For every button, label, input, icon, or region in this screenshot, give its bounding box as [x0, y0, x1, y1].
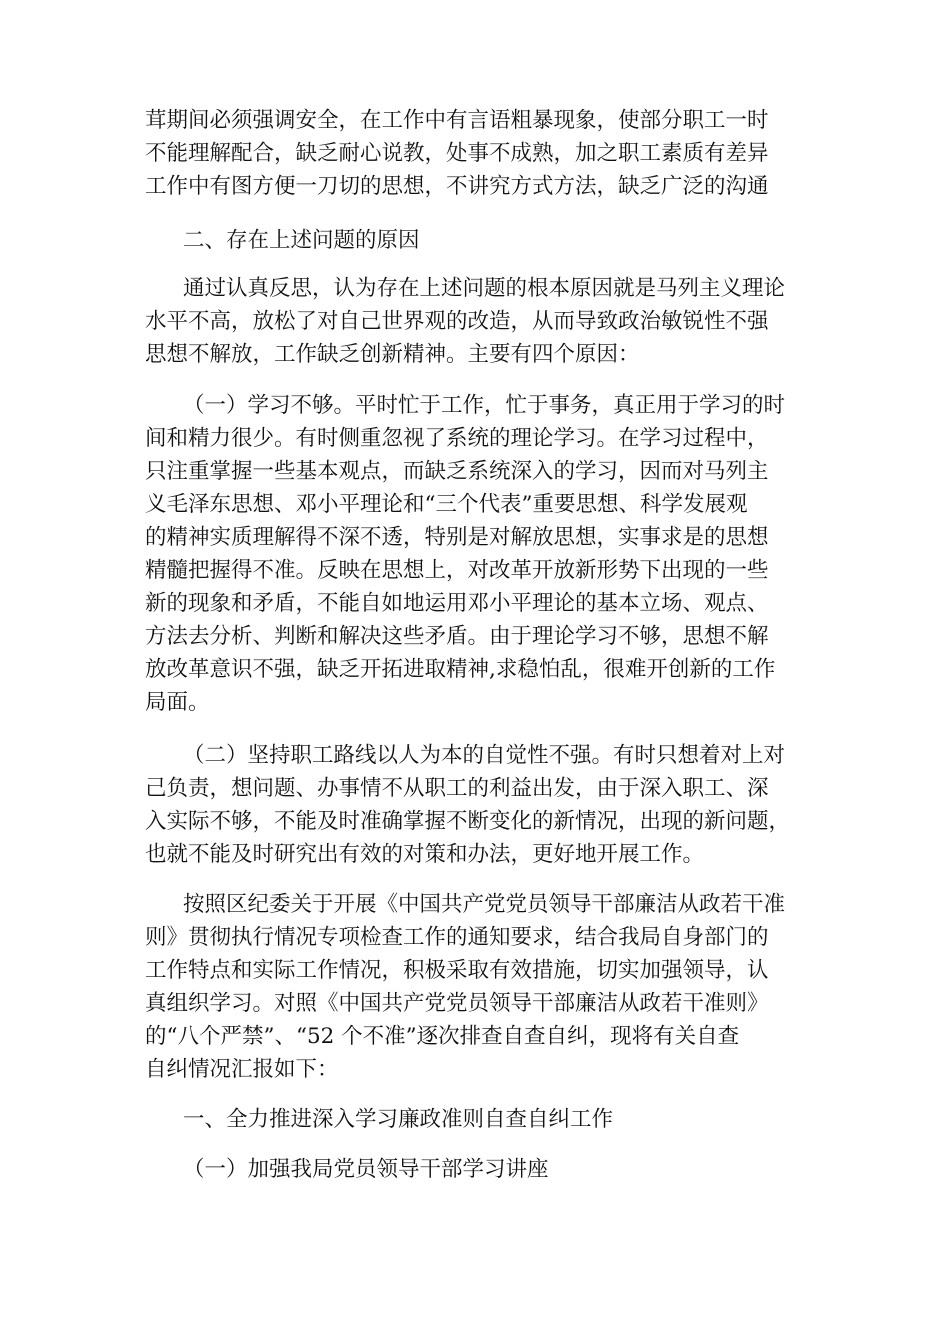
text-line: 只注重掌握一些基本观点，而缺乏系统深入的学习，因而对马列主	[145, 459, 769, 484]
paragraph-reflection	[145, 272, 810, 371]
section-heading-self-inspection	[145, 1103, 810, 1136]
section-heading-causes	[145, 224, 810, 257]
text-line: （一）学习不够。平时忙于工作，忙于事务，真正用于学习的时	[183, 393, 786, 418]
text-line: 思想不解放，工作缺乏创新精神。主要有四个原因：	[145, 342, 640, 367]
text-line: 方法去分析、判断和解决这些矛盾。由于理论学习不够，思想不解	[145, 624, 769, 649]
text-line: 的“八个严禁”、“52 个不准”逐次排查自查自纠，现将有关自查	[145, 1024, 740, 1049]
text-line: 茸期间必须强调安全，在工作中有言语粗暴现象，使部分职工一时	[145, 108, 769, 133]
text-line: 通过认真反思，认为存在上述问题的根本原因就是马列主义理论	[183, 276, 786, 301]
heading-text: （一）加强我局党员领导干部学习讲座	[183, 1157, 549, 1182]
text-line: 己负责，想问题、办事情不从职工的利益出发，由于深入职工、深	[145, 776, 769, 801]
text-line: （二）坚持职工路线以人为本的自觉性不强。有时只想着对上对	[183, 743, 786, 768]
text-line: 放改革意识不强，缺乏开拓进取精神,求稳怕乱，很难开创新的工作	[145, 657, 776, 682]
text-line: 间和精力很少。有时侧重忽视了系统的理论学习。在学习过程中，	[145, 426, 769, 451]
text-line: 的精神实质理解得不深不透，特别是对解放思想，实事求是的思想	[145, 525, 769, 550]
text-line: 按照区纪委关于开展《中国共产党党员领导干部廉洁从政若干准	[183, 892, 786, 917]
text-line: 精髓把握得不准。反映在思想上，对改革开放新形势下出现的一些	[145, 558, 769, 583]
paragraph-self-inspection-report	[145, 888, 810, 1086]
text-line: 自纠情况汇报如下：	[145, 1057, 339, 1082]
text-line: 水平不高，放松了对自己世界观的改造，从而导致政治敏锐性不强	[145, 309, 769, 334]
paragraph-continuation	[145, 104, 810, 203]
text-line: 新的现象和矛盾，不能自如地运用邓小平理论的基本立场、观点、	[145, 591, 769, 616]
text-line: 工作特点和实际工作情况，积极采取有效措施，切实加强领导，认	[145, 958, 769, 983]
text-line: 入实际不够，不能及时准确掌握不断变化的新情况，出现的新问题，	[145, 809, 791, 834]
text-line: 局面。	[145, 690, 210, 715]
text-line: 则》贯彻执行情况专项检查工作的通知要求，结合我局自身部门的	[145, 925, 769, 950]
text-line: 真组织学习。对照《中国共产党党员领导干部廉洁从政若干准则》	[145, 991, 769, 1016]
text-line: 义毛泽东思想、邓小平理论和“三个代表”重要思想、科学发展观	[145, 492, 748, 517]
text-line: 也就不能及时研究出有效的对策和办法，更好地开展工作。	[145, 842, 705, 867]
heading-text: 一、全力推进深入学习廉政准则自查自纠工作	[183, 1107, 614, 1132]
heading-text: 二、存在上述问题的原因	[183, 228, 420, 253]
text-line: 不能理解配合，缺乏耐心说教，处事不成熟，加之职工素质有差异	[145, 141, 769, 166]
text-line: 工作中有图方便一刀切的思想，不讲究方式方法，缺乏广泛的沟通	[145, 174, 769, 199]
paragraph-study-insufficient	[145, 389, 810, 719]
paragraph-people-oriented	[145, 739, 810, 871]
subsection-heading-lectures	[145, 1153, 810, 1186]
